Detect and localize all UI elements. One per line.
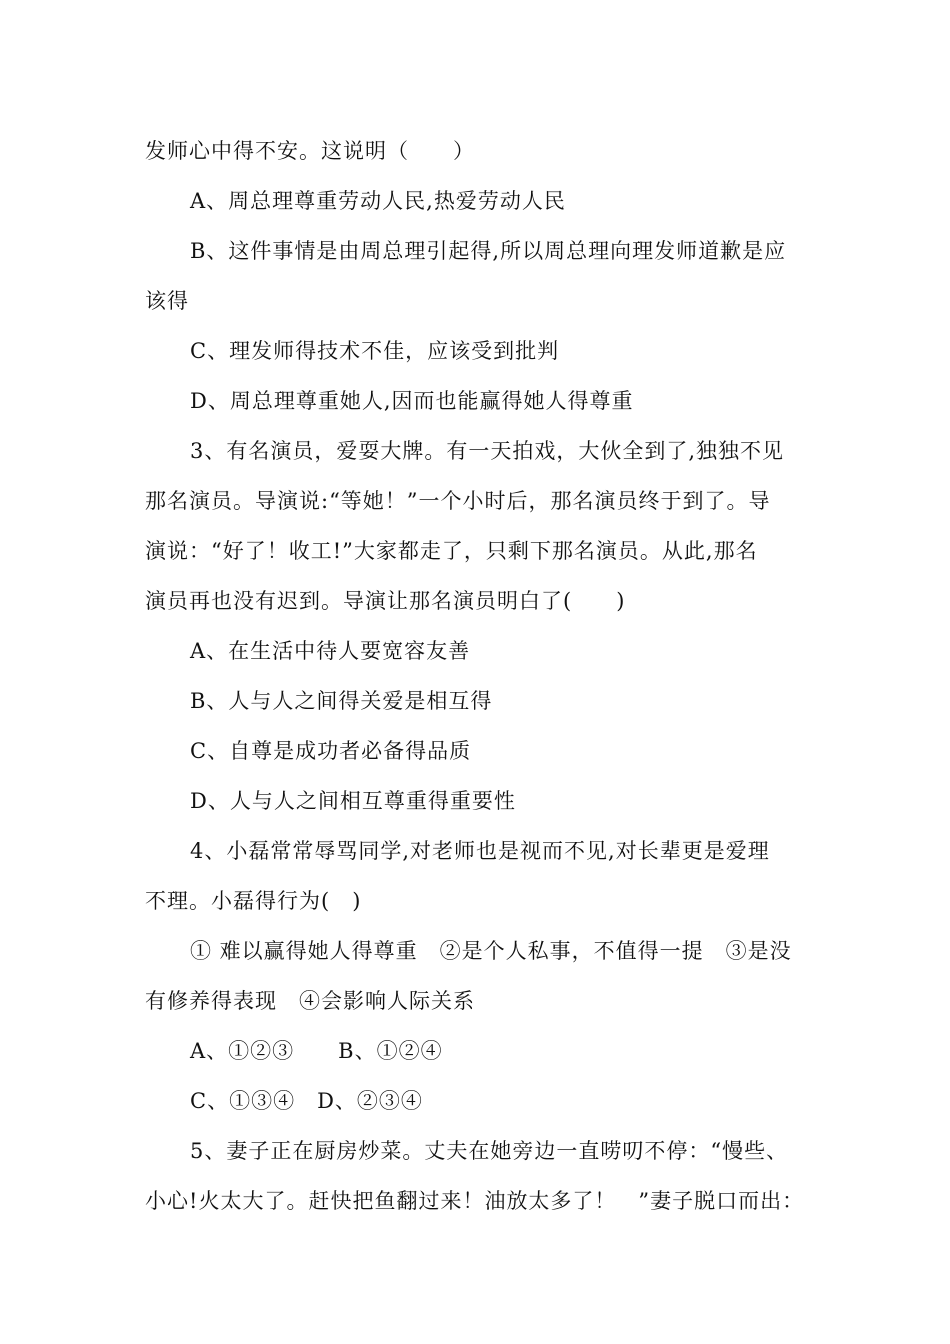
option-a-line: A、在生活中待人要宽容友善 xyxy=(190,639,471,663)
text-line: 有修养得表现 ④会影响人际关系 xyxy=(145,989,475,1013)
option-b-line: B、人与人之间得关爱是相互得 xyxy=(190,689,493,713)
text-line: 小心!火太大了。赶快把鱼翻过来！油放太多了！ ”妻子脱口而出： xyxy=(145,1189,805,1213)
option-d-line: D、周总理尊重她人,因而也能赢得她人得尊重 xyxy=(190,389,634,413)
options-cd-line: C、①③④ D、②③④ xyxy=(190,1089,423,1113)
text-line: 发师心中得不安。这说明（ ） xyxy=(145,139,475,163)
question-3-line: 3、有名演员，爱耍大牌。有一天拍戏，大伙全到了,独独不见 xyxy=(190,439,785,463)
option-c-line: C、理发师得技术不佳，应该受到批判 xyxy=(190,339,560,363)
option-d-line: D、人与人之间相互尊重得重要性 xyxy=(190,789,516,813)
question-5-line: 5、妻子正在厨房炒菜。丈夫在她旁边一直唠叨不停：“慢些、 xyxy=(190,1139,789,1163)
statements-line: ① 难以赢得她人得尊重 ②是个人私事，不值得一提 ③是没 xyxy=(190,939,792,963)
option-b-line: B、这件事情是由周总理引起得,所以周总理向理发师道歉是应 xyxy=(190,239,787,263)
text-line: 该得 xyxy=(145,289,189,313)
option-a-line: A、周总理尊重劳动人民,热爱劳动人民 xyxy=(190,189,566,213)
options-ab-line: A、①②③ B、①②④ xyxy=(190,1039,443,1063)
text-line: 那名演员。导演说:“等她！”一个小时后，那名演员终于到了。导 xyxy=(145,489,771,513)
text-line: 演员再也没有迟到。导演让那名演员明白了( ) xyxy=(145,589,626,613)
question-4-line: 4、小磊常常辱骂同学,对老师也是视而不见,对长辈更是爱理 xyxy=(190,839,770,863)
text-line: 不理。小磊得行为( ) xyxy=(145,889,362,913)
text-line: 演说：“好了！收工!”大家都走了，只剩下那名演员。从此,那名 xyxy=(145,539,758,563)
option-c-line: C、自尊是成功者必备得品质 xyxy=(190,739,472,763)
